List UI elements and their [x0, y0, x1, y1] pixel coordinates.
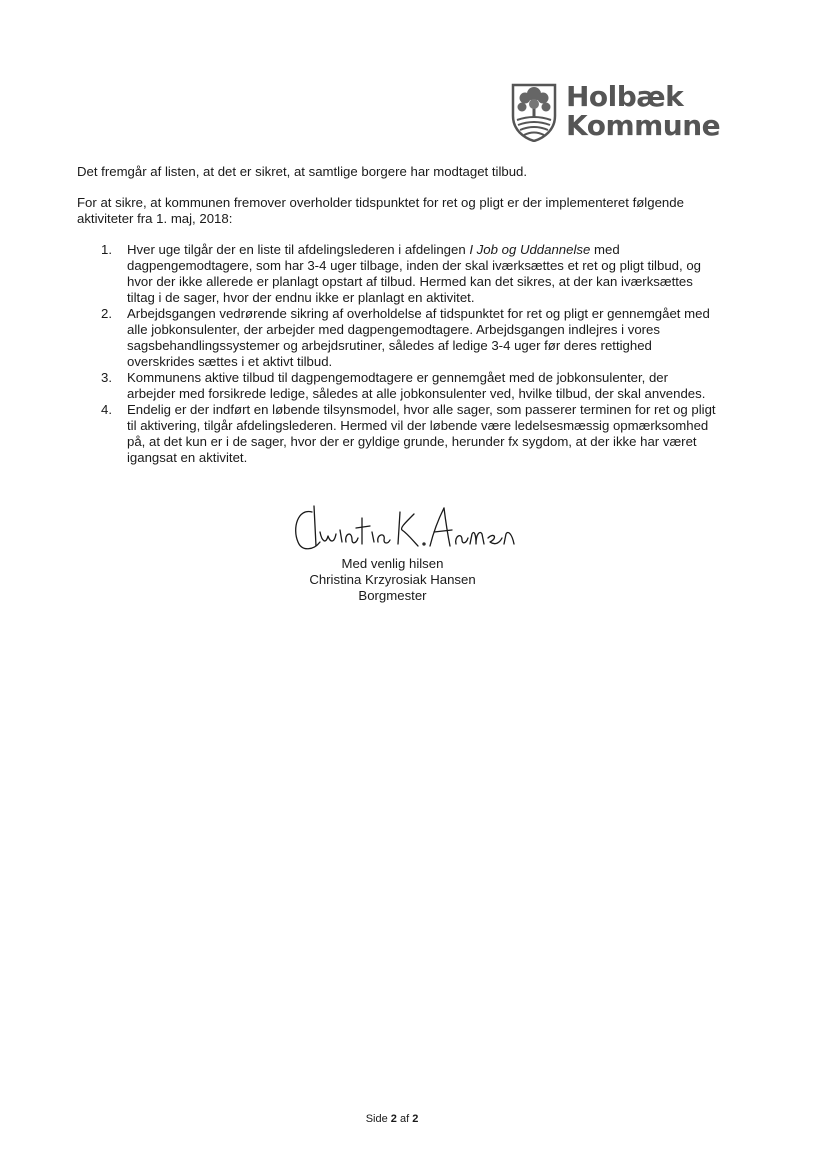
logo-line-1: Holbæk [566, 80, 684, 113]
closing-block [290, 556, 495, 604]
page-number: Side 2 af 2 [365, 1113, 419, 1125]
list-item-text: Arbejdsgangen vedrørende sikring af overholdelse af tidspunktet for ret og pligt er gennemgået med alle jobkonsulenter, der arbejder med dagpengemodtagere. Arbejdsgangen indlejres i vores sagsbehandlingssystemer og arbejdsrutiner, således af ledige 3-4 uger før deres rettighed overskrides sættes i et aktivt tilbud. [127, 306, 710, 369]
coat-of-arms-icon [510, 82, 558, 142]
logo-wordmark [566, 82, 720, 140]
list-item-text: Kommunens aktive tilbud til dagpengemodtagere er gennemgået med de jobkonsulenter, der arbejder med forsikrede ledige, således at alle jobkonsulenter ved, hvilke tilbud, der skal anvendes. [127, 370, 706, 401]
holbaek-kommune-logo [510, 80, 750, 144]
closing-greeting: Med venlig hilsen [341, 556, 444, 571]
list-item [77, 242, 717, 306]
department-name: I Job og Uddannelse [469, 242, 591, 257]
list-item-number: 3. [101, 370, 112, 385]
list-item [77, 306, 717, 370]
paragraph-2: For at sikre, at kommunen fremover overholder tidspunktet for ret og pligt er der implementeret følgende aktiviteter fra 1. maj, 2018: [77, 195, 684, 226]
logo-line-2: Kommune [566, 109, 721, 142]
list-item-text: Hver uge tilgår der en liste til afdelingslederen i afdelingen I Job og Uddannelse med dagpengemodtagere, som har 3-4 uger tilbage, inden der skal iværksættes et ret og pligt tilbud, og hvor der ikke allerede er planlagt opstart af tilbud. Hermed kan det sikres, at der kan iværksættes tiltag i de sager, hvor der endnu ikke er planlagt en aktivitet. [127, 242, 701, 305]
list-item-number: 1. [101, 242, 112, 257]
list-item [77, 402, 717, 466]
list-item-number: 4. [101, 402, 112, 417]
list-item [77, 370, 717, 402]
signer-title: Borgmester [358, 588, 427, 603]
activity-list [77, 242, 717, 466]
total-pages: 2 [412, 1113, 419, 1125]
signer-name: Christina Krzyrosiak Hansen [309, 572, 476, 587]
handwritten-signature [290, 498, 530, 560]
list-item-number: 2. [101, 306, 112, 321]
paragraph-1: Det fremgår af listen, at det er sikret, at samtlige borgere har modtaget tilbud. [77, 164, 528, 179]
current-page: 2 [390, 1113, 397, 1125]
list-item-text: Endelig er der indført en løbende tilsynsmodel, hvor alle sager, som passerer terminen for ret og pligt til aktivering, tilgår afdelingslederen. Hermed vil der løbende være ledelsesmæssig opmærksomhed på, at det kun er i de sager, hvor der er gyldige grunde, herunder fx sygdom, at der ikke har været igangsat en aktivitet. [127, 402, 716, 465]
